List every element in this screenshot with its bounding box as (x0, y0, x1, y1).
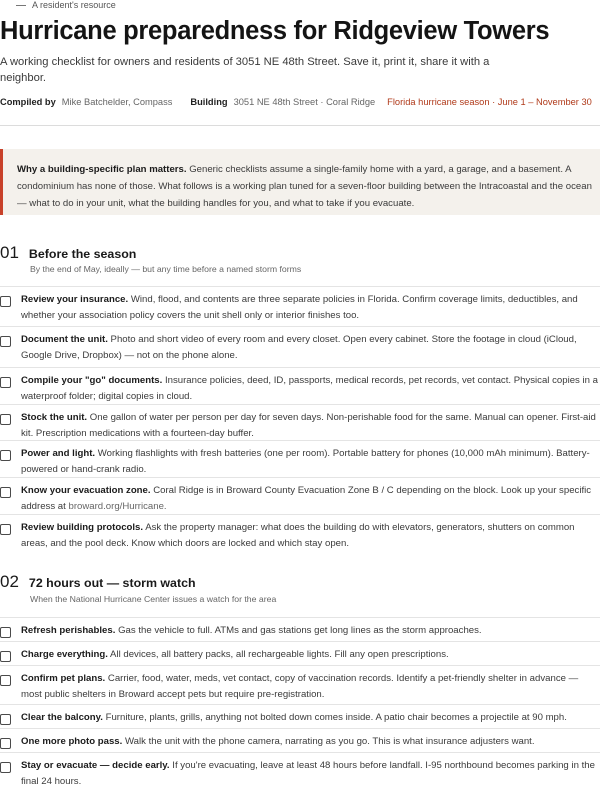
item-label: Stay or evacuate — decide early. (21, 760, 170, 771)
item-text: All devices, all battery packs, all rechargeable lights. Fill any open prescriptions. (110, 649, 449, 660)
section-header-before-season (0, 243, 136, 263)
checklist-item (0, 752, 600, 792)
checklist-item (0, 704, 600, 728)
checklist-item (0, 665, 600, 704)
evacuation-zone-link[interactable]: broward.org/Hurricane. (68, 501, 167, 512)
callout-body: Generic checklists assume a single-family home with a yard, a garage, and a basement. A condominium has none of those. What follows is a working plan tuned for a seven-floor building between the Intracoastal and the ocean — what to do in your unit, what the building handles for you, and what to take if you evacuate. (17, 164, 592, 209)
item-text: Insurance policies, deed, ID, passports, medical records, pet records, vet contact. Physical copies in a waterproof folder; digital copies in cloud. (21, 375, 598, 402)
section-header-storm-watch (0, 572, 196, 592)
item-text: Working flashlights with fresh batteries (one per room). Portable battery for phones (10,000 mAh minimum). Battery-powered or hand-crank radio. (21, 448, 590, 475)
checklist-item (0, 617, 600, 641)
callout-box (0, 149, 600, 215)
checkbox[interactable] (0, 524, 11, 535)
header-divider (0, 125, 600, 126)
meta-row (0, 97, 592, 107)
item-text: Coral Ridge is in Broward County Evacuation Zone B / C depending on the block. Look up your specific address at (21, 485, 592, 512)
building-value: 3051 NE 48th Street · Coral Ridge (233, 97, 376, 107)
item-label: Review building protocols. (21, 522, 144, 533)
checkbox[interactable] (0, 487, 11, 498)
item-text: Wind, flood, and contents are three separate policies in Florida. Confirm coverage limits, deductibles, and whether your association policy covers the unit shell only or interior finishes too. (21, 294, 578, 321)
kicker-text: A resident's resource (32, 0, 116, 10)
item-text: Walk the unit with the phone camera, narrating as you go. This is what insurance adjusters want. (124, 736, 535, 747)
checklist-item (0, 728, 600, 752)
item-label: Document the unit. (21, 334, 108, 345)
page-title: Hurricane preparedness for Ridgeview Towers (0, 17, 550, 45)
kicker-rule (16, 5, 26, 6)
checkbox[interactable] (0, 714, 11, 725)
building-label: Building (190, 97, 228, 107)
item-text: If you're evacuating, leave at least 48 hours before landfall. I-95 northbound becomes parking in the final 24 hours. (21, 760, 595, 787)
item-text: Furniture, plants, grills, anything not bolted down comes inside. A patio chair becomes a projectile at 90 mph. (105, 712, 567, 723)
section-number: 02 (0, 572, 19, 591)
checkbox[interactable] (0, 377, 11, 388)
checklist-item (0, 326, 600, 367)
checklist-item (0, 404, 600, 440)
checklist-item (0, 477, 600, 514)
checklist-item (0, 440, 600, 477)
section-number: 01 (0, 243, 19, 262)
compiled-label: Compiled by (0, 97, 56, 107)
kicker (16, 0, 116, 10)
item-label: Know your evacuation zone. (21, 485, 151, 496)
item-label: One more photo pass. (21, 736, 123, 747)
item-label: Power and light. (21, 448, 96, 459)
checkbox[interactable] (0, 296, 11, 307)
callout-lead: Why a building-specific plan matters. (17, 164, 187, 175)
checkbox[interactable] (0, 738, 11, 749)
checkbox[interactable] (0, 675, 11, 686)
checklist-item (0, 367, 600, 404)
item-text: Photo and short video of every room and every closet. Open every cabinet. Store the footage in cloud (iCloud, Google Drive, Dropbox) — not on the phone alone. (21, 334, 577, 361)
checkbox[interactable] (0, 627, 11, 638)
checkbox[interactable] (0, 336, 11, 347)
checklist-item (0, 641, 600, 665)
item-text: Ask the property manager: what does the building do with elevators, generators, shutters on common areas, and the pool deck. Know which doors are locked and which stay open. (21, 522, 575, 549)
item-text: Carrier, food, water, meds, vet contact, copy of vaccination records. Identify a pet-friendly shelter in advance — most public shelters in Broward accept pets but require pre-registration. (21, 673, 579, 700)
item-text: One gallon of water per person per day for seven days. Non-perishable food for the same. Manual can opener. First-aid kit. Prescription medications with a fourteen-day buffer. (21, 412, 596, 439)
checklist-item (0, 286, 600, 326)
checklist-before-season (0, 286, 600, 556)
checkbox[interactable] (0, 762, 11, 773)
item-label: Clear the balcony. (21, 712, 103, 723)
checkbox[interactable] (0, 414, 11, 425)
section-title: Before the season (28, 247, 137, 261)
item-text: Gas the vehicle to full. ATMs and gas stations get long lines as the storm approaches. (118, 625, 482, 636)
section-title: 72 hours out — storm watch (28, 576, 196, 590)
section-subtitle: When the National Hurricane Center issues a watch for the area (30, 594, 277, 604)
checkbox[interactable] (0, 651, 11, 662)
season-dates: Florida hurricane season · June 1 – November 30 (387, 97, 592, 107)
item-label: Confirm pet plans. (21, 673, 106, 684)
compiled-value: Mike Batchelder, Compass (61, 97, 173, 107)
checklist-item (0, 514, 600, 556)
item-label: Refresh perishables. (21, 625, 116, 636)
section-subtitle: By the end of May, ideally — but any time before a named storm forms (30, 264, 302, 274)
checkbox[interactable] (0, 450, 11, 461)
item-label: Stock the unit. (21, 412, 88, 423)
item-label: Compile your "go" documents. (21, 375, 163, 386)
checklist-storm-watch (0, 617, 600, 792)
item-label: Charge everything. (21, 649, 108, 660)
intro-text: A working checklist for owners and residents of 3051 NE 48th Street. Save it, print it, share it with a neighbor. (0, 56, 490, 84)
item-label: Review your insurance. (21, 294, 129, 305)
